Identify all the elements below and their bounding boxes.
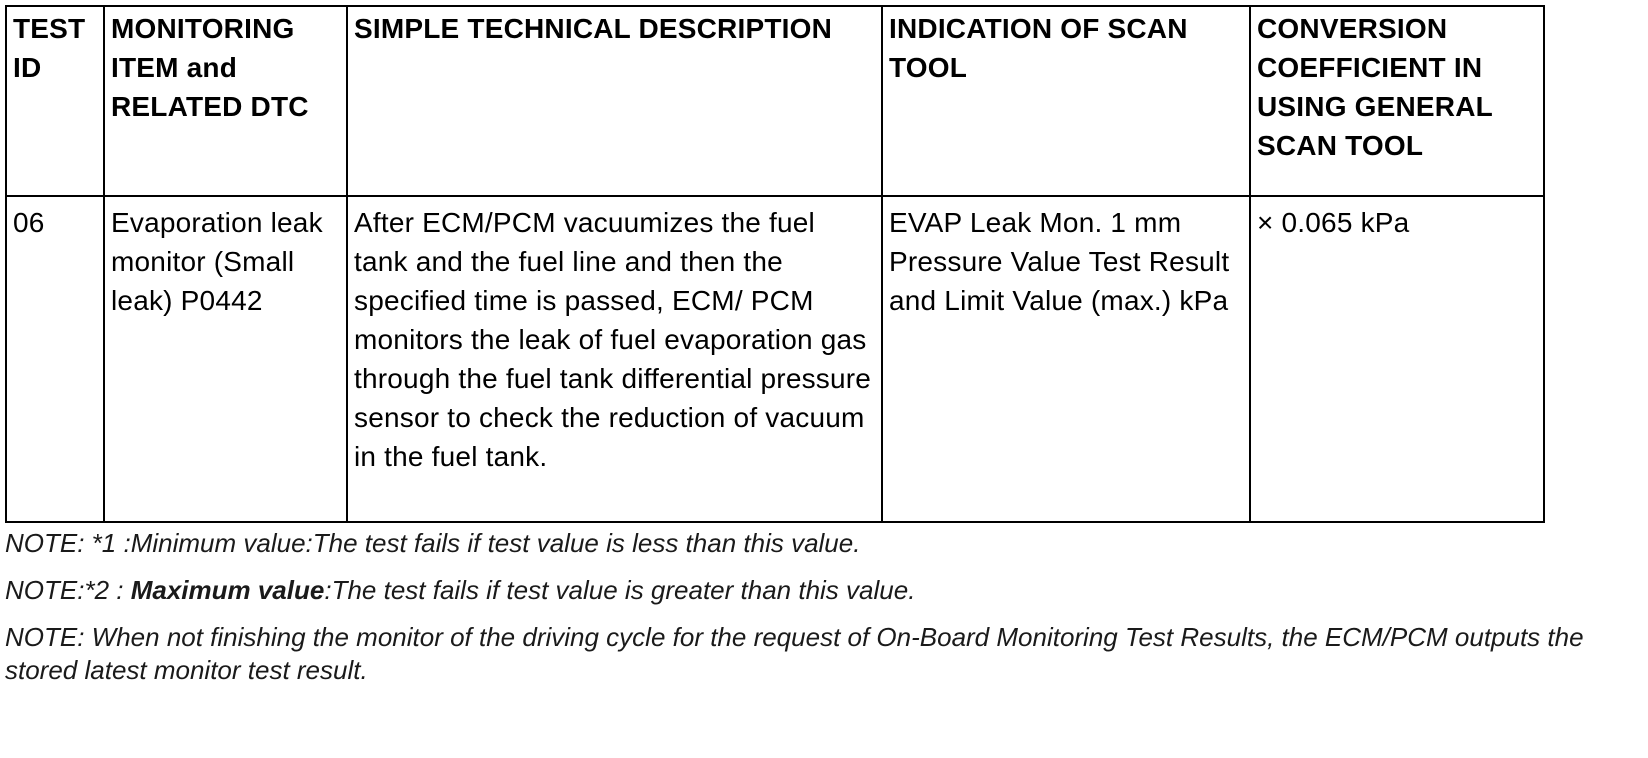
table-row	[6, 196, 1544, 522]
note-maximum-text: :The test fails if test value is greater than this value.	[324, 575, 916, 605]
cell-conversion-coefficient: × 0.065 kPa	[1250, 196, 1544, 522]
header-monitoring-item: MONITORING ITEM and RELATED DTC	[104, 6, 347, 196]
table-header-row	[6, 6, 1544, 196]
cell-monitoring-item: Evaporation leak monitor (Small leak) P0442	[104, 196, 347, 522]
cell-technical-description: After ECM/PCM vacuumizes the fuel tank and the fuel line and then the specified time is passed, ECM/ PCM monitors the leak of fuel evaporation gas through the fuel tank differential pressure sensor to check the reduction of vacuum in the fuel tank.	[347, 196, 882, 522]
note-maximum-prefix: NOTE:*2 :	[5, 575, 131, 605]
header-technical-description: SIMPLE TECHNICAL DESCRIPTION	[347, 6, 882, 196]
cell-test-id: 06	[6, 196, 104, 522]
note-maximum-value	[5, 574, 1643, 607]
header-test-id: TEST ID	[6, 6, 104, 196]
header-conversion-coefficient: CONVERSION COEFFICIENT IN USING GENERAL SCAN TOOL	[1250, 6, 1544, 196]
cell-scan-tool-indication: EVAP Leak Mon. 1 mm Pressure Value Test Result and Limit Value (max.) kPa	[882, 196, 1250, 522]
document-page	[5, 5, 1643, 687]
monitoring-test-table	[5, 5, 1545, 523]
note-driving-cycle: NOTE: When not finishing the monitor of the driving cycle for the request of On-Board Monitoring Test Results, the ECM/PCM outputs the stored latest monitor test result.	[5, 622, 1584, 685]
header-scan-tool-indication: INDICATION OF SCAN TOOL	[882, 6, 1250, 196]
notes-section	[5, 527, 1643, 687]
note-maximum-label: Maximum value	[130, 575, 325, 605]
note-minimum-value: NOTE: *1 :Minimum value:The test fails if test value is less than this value.	[5, 528, 861, 558]
